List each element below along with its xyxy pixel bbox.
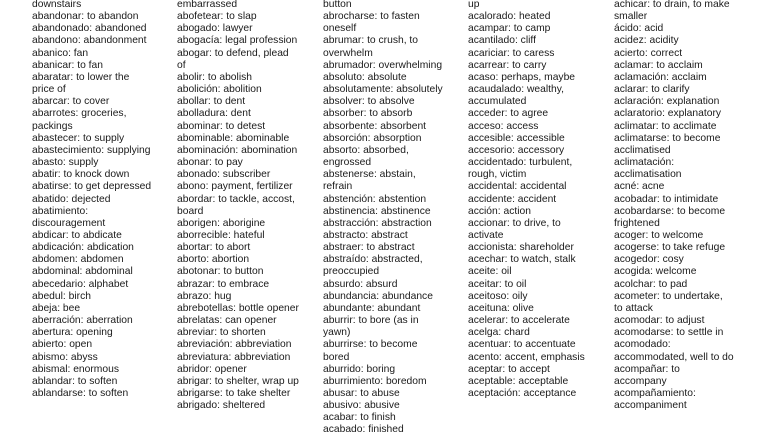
glossary-entry: aclaratorio: explanatory	[614, 108, 722, 120]
glossary-entry: abierto: open	[32, 339, 93, 351]
glossary-entry: acompañar: to accompany	[614, 363, 680, 387]
glossary-entry: abarrotes: groceries, packings	[32, 108, 127, 132]
glossary-entry: aclimatación: acclimatisation	[614, 157, 682, 181]
glossary-entry: abatir: to knock down	[32, 169, 130, 181]
glossary-entry: aceituna: olive	[468, 302, 534, 314]
glossary-entry: abolición: abolition	[177, 84, 262, 96]
glossary-entry: acidez: acidity	[614, 35, 679, 47]
glossary-entry: abdicar: to abdicate	[32, 229, 122, 241]
glossary-entry: acogedor: cosy	[614, 254, 684, 266]
glossary-entry: abarcar: to cover	[32, 96, 110, 108]
glossary-entry: abandonado: abandoned	[32, 23, 147, 35]
glossary-entry: abstracción: abstraction	[323, 217, 432, 229]
glossary-entry: absoluto: absolute	[323, 71, 407, 83]
glossary-entry: acaso: perhaps, maybe	[468, 71, 576, 83]
glossary-entry: acentuar: to accentuate	[468, 339, 576, 351]
glossary-entry: abdicación: abdication	[32, 242, 134, 254]
glossary-entry: acomodar: to adjust	[614, 315, 705, 327]
glossary-entry: absorber: to absorb	[323, 108, 413, 120]
glossary-entry: aceptable: acceptable	[468, 375, 569, 387]
glossary-entry: abrigado: sheltered	[177, 400, 266, 412]
glossary-entry: abreviatura: abbreviation	[177, 351, 291, 363]
glossary-entry: abrebotellas: bottle opener	[177, 302, 299, 314]
glossary-entry: abatimiento: discouragement	[32, 205, 106, 229]
glossary-entry: acometer: to undertake, to attack	[614, 290, 723, 314]
glossary-entry: abstinencia: abstinence	[323, 205, 431, 217]
glossary-entry: abismo: abyss	[32, 351, 98, 363]
glossary-entry: accesible: accessible	[468, 132, 565, 144]
glossary-entry: abono: payment, fertilizer	[177, 181, 293, 193]
glossary-entry: acabar: to finish	[323, 412, 396, 424]
glossary-entry: absorbente: absorbent	[323, 120, 427, 132]
glossary-entry: acabado: finished	[323, 424, 404, 436]
glossary-entry: abominable: abominable	[177, 132, 290, 144]
glossary-entry: abaratar: to lower the price of	[32, 71, 130, 96]
glossary-entry: abundante: abundant	[323, 302, 421, 314]
glossary-entry: aburrirse: to become bored	[323, 339, 418, 363]
glossary-entry: acomodarse: to settle in	[614, 327, 724, 339]
glossary-entry: abrumar: to crush, to overwhelm	[323, 35, 418, 59]
glossary-entry: accidental: accidental	[468, 181, 567, 193]
glossary-entry: absorción: absorption	[323, 132, 422, 144]
glossary-entry: abanico: fan	[32, 47, 89, 59]
glossary-entry: up	[468, 0, 480, 10]
glossary-entry: abrazar: to embrace	[177, 278, 270, 290]
glossary-entry: acierto: correct	[614, 47, 683, 59]
glossary-entry: abridor: opener	[177, 363, 247, 375]
glossary-entry: abatido: dejected	[32, 193, 111, 205]
glossary-entry: acceso: access	[468, 120, 539, 132]
glossary-entry: aceitar: to oil	[468, 278, 527, 290]
glossary-entry: abreviación: abbreviation	[177, 339, 292, 351]
glossary-column-5	[614, 0, 734, 412]
glossary-entry: abundancia: abundance	[323, 290, 433, 302]
glossary-entry: aberración: aberration	[32, 315, 133, 327]
glossary-entry: abedul: birch	[32, 290, 91, 302]
glossary-entry: abollar: to dent	[177, 96, 246, 108]
glossary-entry: acariciar: to caress	[468, 47, 555, 59]
glossary-entry: acogida: welcome	[614, 266, 697, 278]
glossary-entry: abolladura: dent	[177, 108, 251, 120]
glossary-entry: aceptar: to accept	[468, 363, 550, 375]
glossary-entry: abdominal: abdominal	[32, 266, 133, 278]
glossary-entry: absolutamente: absolutely	[323, 84, 443, 96]
glossary-entry: ablandar: to soften	[32, 375, 118, 387]
glossary-entry: aclarar: to clarify	[614, 84, 690, 96]
glossary-entry: aburrimiento: boredom	[323, 375, 427, 387]
glossary-entry: aborto: abortion	[177, 254, 250, 266]
glossary-column-3	[323, 0, 443, 437]
glossary-entry: acoger: to welcome	[614, 229, 704, 241]
glossary-entry: abismal: enormous	[32, 363, 119, 375]
glossary-entry: acceder: to agree	[468, 108, 549, 120]
glossary-entry: acogerse: to take refuge	[614, 242, 726, 254]
glossary-entry: acompañamiento: accompaniment	[614, 388, 696, 412]
glossary-entry: abrigar: to shelter, wrap up	[177, 375, 299, 387]
glossary-entry: abogar: to defend, plead of	[177, 47, 289, 71]
glossary-entry: acobardarse: to become frightened	[614, 205, 726, 229]
glossary-entry: acolchar: to pad	[614, 278, 688, 290]
glossary-entry: abasto: supply	[32, 157, 99, 169]
glossary-entry: acampar: to camp	[468, 23, 551, 35]
glossary-entry: accionista: shareholder	[468, 242, 574, 254]
glossary-entry: abominación: abomination	[177, 144, 298, 156]
glossary-entry: embarrassed	[177, 0, 238, 10]
glossary-entry: abogado: lawyer	[177, 23, 253, 35]
glossary-entry: absolver: to absolve	[323, 96, 415, 108]
glossary-entry: aclaración: explanation	[614, 96, 720, 108]
glossary-entry: accesorio: accessory	[468, 144, 565, 156]
glossary-entry: acaudalado: wealthy, accumulated	[468, 84, 564, 108]
glossary-entry: abordar: to tackle, accost, board	[177, 193, 295, 217]
glossary-entry: abrelatas: can opener	[177, 315, 277, 327]
glossary-entry: acento: accent, emphasis	[468, 351, 585, 363]
glossary-entry: abstenerse: abstain, refrain	[323, 169, 416, 193]
glossary-entry: aclamación: acclaim	[614, 71, 707, 83]
glossary-entry: aclamar: to acclaim	[614, 59, 703, 71]
glossary-entry: abandonar: to abandon	[32, 11, 139, 23]
glossary-column-1	[32, 0, 152, 400]
glossary-entry: acalorado: heated	[468, 11, 551, 23]
glossary-entry: absurdo: absurd	[323, 278, 398, 290]
glossary-entry: acarrear: to carry	[468, 59, 547, 71]
glossary-column-4	[468, 0, 590, 400]
glossary-entry: abrazo: hug	[177, 290, 232, 302]
glossary-entry: abanicar: to fan	[32, 59, 103, 71]
glossary-entry: aclimatarse: to become acclimatised	[614, 132, 721, 156]
glossary-entry: abecedario: alphabet	[32, 278, 129, 290]
glossary-entry: acantilado: cliff	[468, 35, 536, 47]
glossary-entry: abandono: abandonment	[32, 35, 147, 47]
glossary-entry: abstracto: abstract	[323, 229, 408, 241]
glossary-entry: abstención: abstention	[323, 193, 427, 205]
glossary-entry: abolir: to abolish	[177, 71, 252, 83]
glossary-entry: abdomen: abdomen	[32, 254, 124, 266]
glossary-entry: button	[323, 0, 352, 10]
glossary-entry: ácido: acid	[614, 23, 664, 35]
glossary-entry: abastecer: to supply	[32, 132, 125, 144]
glossary-entry: acechar: to watch, stalk	[468, 254, 576, 266]
glossary-entry: abrumador: overwhelming	[323, 59, 443, 71]
glossary-entry: aceite: oil	[468, 266, 512, 278]
glossary-entry: abusar: to abuse	[323, 388, 400, 399]
glossary-entry: downstairs	[32, 0, 82, 10]
glossary-entry: abstraer: to abstract	[323, 242, 415, 254]
glossary-entry: abastecimiento: supplying	[32, 144, 151, 156]
glossary-entry: abatirse: to get depressed	[32, 181, 152, 193]
glossary-entry: abrocharse: to fasten oneself	[323, 11, 420, 35]
glossary-entry: acné: acne	[614, 181, 665, 193]
glossary-entry: abrigarse: to take shelter	[177, 388, 291, 399]
glossary-entry: abusivo: abusive	[323, 400, 400, 412]
glossary-entry: accidente: accident	[468, 193, 557, 205]
glossary-entry: abofetear: to slap	[177, 11, 257, 23]
glossary-entry: abstraído: abstracted, preoccupied	[323, 254, 423, 278]
glossary-column-2	[177, 0, 299, 412]
glossary-entry: achicar: to drain, to make smaller	[614, 0, 730, 23]
glossary-entry: abonado: subscriber	[177, 169, 271, 181]
glossary-entry: acelerar: to accelerate	[468, 315, 570, 327]
glossary-entry: acomodado: accommodated, well to do	[614, 339, 734, 363]
glossary-entry: aceitoso: oily	[468, 290, 528, 302]
glossary-entry: aceptación: acceptance	[468, 388, 577, 399]
glossary-entry: abertura: opening	[32, 327, 113, 339]
glossary-entry: aburrido: boring	[323, 363, 396, 375]
glossary-entry: abonar: to pay	[177, 157, 243, 169]
glossary-entry: aburrir: to bore (as in yawn)	[323, 315, 419, 339]
glossary-entry: abortar: to abort	[177, 242, 251, 254]
glossary-entry: aborigen: aborigine	[177, 217, 266, 229]
glossary-entry: abogacía: legal profession	[177, 35, 298, 47]
glossary-entry: ablandarse: to soften	[32, 388, 129, 399]
glossary-entry: absorto: absorbed, engrossed	[323, 144, 409, 169]
glossary-entry: aborrecible: hateful	[177, 229, 265, 241]
glossary-entry: acción: action	[468, 205, 531, 217]
glossary-entry: acelga: chard	[468, 327, 530, 339]
glossary-entry: abominar: to detest	[177, 120, 266, 132]
glossary-entry: acobadar: to intimidate	[614, 193, 719, 205]
glossary-entry: aclimatar: to acclimate	[614, 120, 717, 132]
glossary-entry: accidentado: turbulent, rough, victim	[468, 157, 573, 181]
glossary-entry: accionar: to drive, to activate	[468, 217, 561, 241]
glossary-entry: abeja: bee	[32, 302, 81, 314]
glossary-entry: abreviar: to shorten	[177, 327, 266, 339]
glossary-entry: abotonar: to button	[177, 266, 264, 278]
